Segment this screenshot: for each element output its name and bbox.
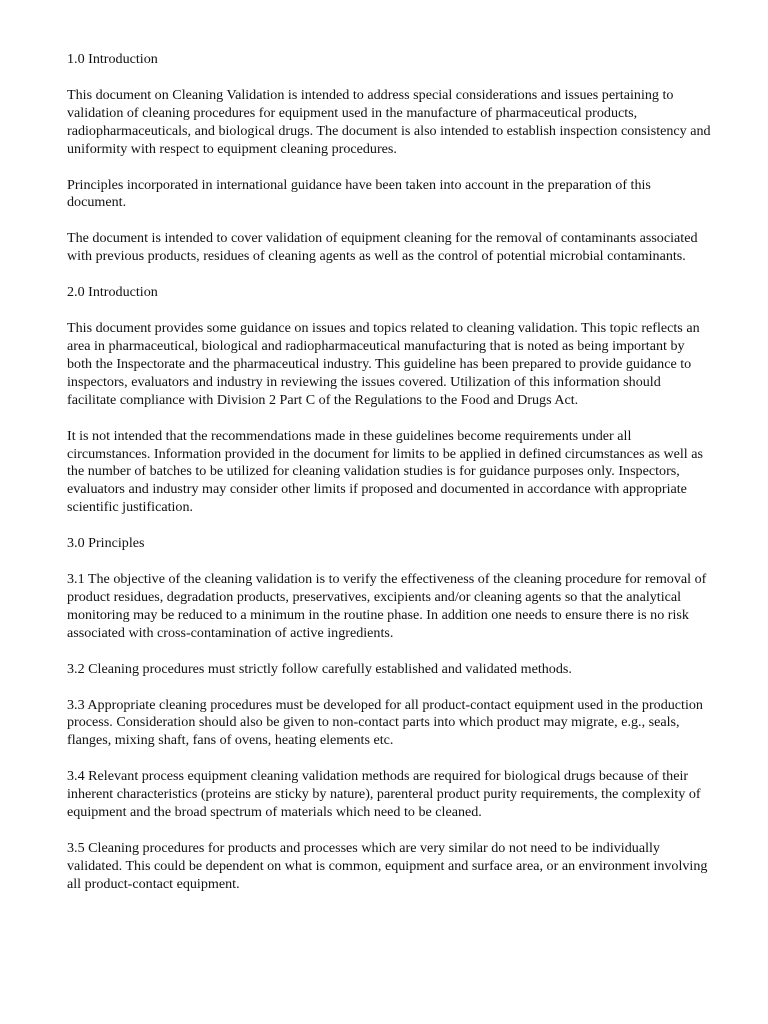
paragraph-3-5: 3.5 Cleaning procedures for products and processes which are very similar do not need to be individually validated. This could be dependent on what is common, equipment and surface area, or an environment involving all product-contact equipment. <box>67 840 708 892</box>
document-page <box>67 51 712 912</box>
heading-1-0-introduction: 1.0 Introduction <box>67 51 158 67</box>
paragraph-3-2: 3.2 Cleaning procedures must strictly follow carefully established and validated methods. <box>67 660 572 677</box>
paragraph-scope: The document is intended to cover validation of equipment cleaning for the removal of contaminants associated with previous products, residues of cleaning agents as well as the control of potential microbial contaminants. <box>67 230 698 265</box>
paragraph-not-requirements: It is not intended that the recommendations made in these guidelines become requirements under all circumstances. Information provided in the document for limits to be applied in defined circumstances as well as the number of batches to be utilized for cleaning validation studies is for guidance purposes only. Inspectors, evaluators and industry may consider other limits if proposed and documented in accordance with appropriate scientific justification. <box>67 427 703 516</box>
paragraph-3-3: 3.3 Appropriate cleaning procedures must be developed for all product-contact equipment used in the production process. Consideration should also be given to non-contact parts into which product may migrate, e.g., seals, flanges, mixing shaft, fans of ovens, heating elements etc. <box>67 696 703 749</box>
heading-3-0-principles: 3.0 Principles <box>67 535 145 552</box>
paragraph-guidance-topics: This document provides some guidance on issues and topics related to cleaning validation. This topic reflects an area in pharmaceutical, biological and radiopharmaceutical manufacturing that is noted as being important by both the Inspectorate and the pharmaceutical industry. This guideline has been prepared to provide guidance to inspectors, evaluators and industry in reviewing the issues covered. Utilization of this information should facilitate compliance with Division 2 Part C of the Regulations to the Food and Drugs Act. <box>67 320 700 408</box>
heading-2-0-introduction: 2.0 Introduction <box>67 284 158 301</box>
paragraph-principles-incorporated: Principles incorporated in international guidance have been taken into account in the preparation of this document. <box>67 176 651 211</box>
paragraph-purpose: This document on Cleaning Validation is intended to address special considerations and issues pertaining to validation of cleaning procedures for equipment used in the manufacture of pharmaceutical products, radiopharmaceuticals, and biological drugs. The document is also intended to establish inspection consistency and uniformity with respect to equipment cleaning procedures. <box>67 86 711 157</box>
paragraph-3-4: 3.4 Relevant process equipment cleaning validation methods are required for biological drugs because of their inherent characteristics (proteins are sticky by nature), parenteral product purity requirements, the complexity of equipment and the broad spectrum of materials which need to be cleaned. <box>67 768 701 821</box>
paragraph-3-1: 3.1 The objective of the cleaning validation is to verify the effectiveness of the cleaning procedure for removal of product residues, degradation products, preservatives, excipients and/or cleaning agents so that the analytical monitoring may be reduced to a minimum in the routine phase. In addition one needs to ensure there is no risk associated with cross-contamination of active ingredients. <box>67 571 707 641</box>
